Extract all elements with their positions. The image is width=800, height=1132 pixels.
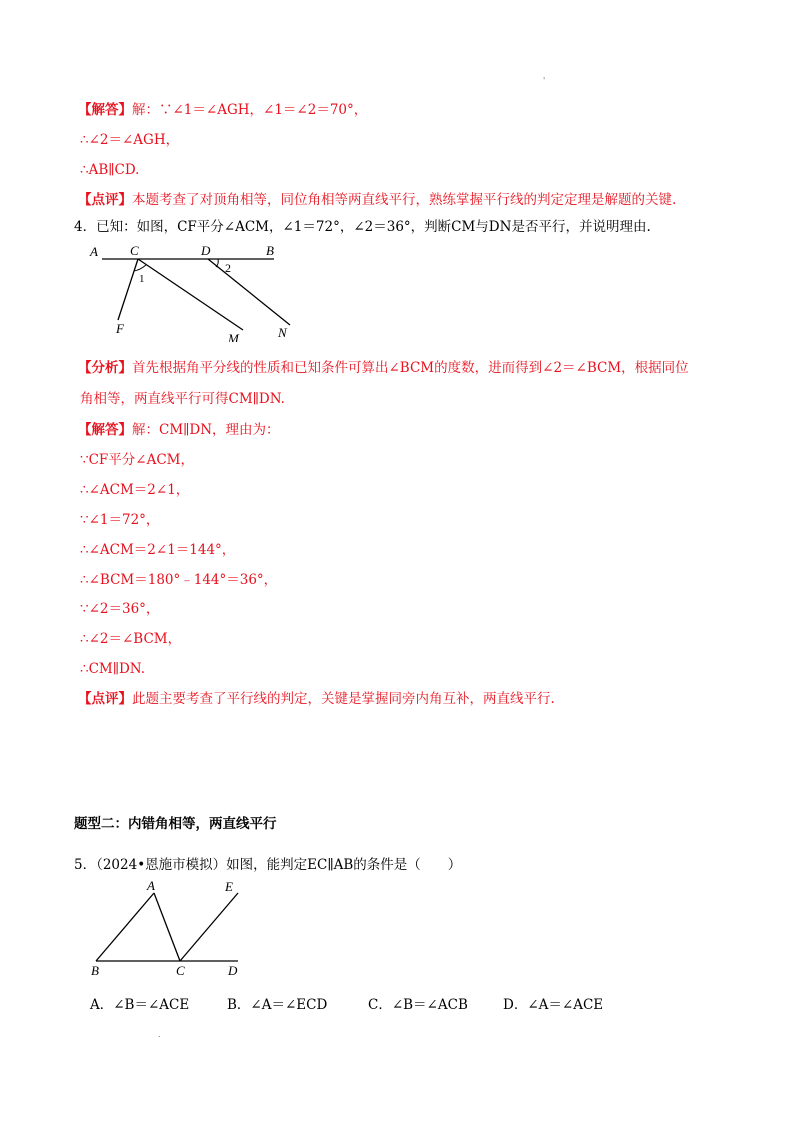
label-c: C xyxy=(176,963,185,978)
q5-option-c[interactable]: C．∠B＝∠ACB xyxy=(368,997,468,1013)
top-mark: ' xyxy=(543,76,546,85)
comment-text: 此题主要考查了平行线的判定，关键是掌握同旁内角互补，两直线平行. xyxy=(132,691,555,707)
q3-step-3: ∴AB∥CD. xyxy=(80,162,140,178)
q4-step-6: ∵∠2＝36°， xyxy=(80,601,160,617)
q4-step-8: ∴CM∥DN. xyxy=(80,661,146,677)
analysis-text-1: 首先根据角平分线的性质和已知条件可算出∠BCM的度数，进而得到∠2＝∠BCM，根据同位 xyxy=(132,360,689,376)
label-m: M xyxy=(228,331,239,342)
q4-question: 4．已知：如图，CF平分∠ACM，∠1＝72°，∠2＝36°，判断CM与DN是否平行，并说明理由. xyxy=(74,219,651,235)
label-c: C xyxy=(130,243,139,258)
analysis-tag: 【分析】 xyxy=(78,360,132,376)
q4-step-7: ∴∠2＝∠BCM， xyxy=(80,631,182,647)
comment-tag: 【点评】 xyxy=(78,192,132,208)
line-ac xyxy=(154,893,180,961)
section-heading: 题型二：内错角相等，两直线平行 xyxy=(74,816,277,832)
label-d: D xyxy=(201,243,211,258)
label-a: A xyxy=(90,244,98,259)
answer-text: 解：∵∠1＝∠AGH，∠1＝∠2＝70°， xyxy=(132,102,368,118)
q5-question: 5．（2024•恩施市模拟）如图，能判定EC∥AB的条件是（ ） xyxy=(74,857,462,873)
q4-analysis-line-1 xyxy=(78,359,689,377)
label-e: E xyxy=(225,879,233,894)
line-cf xyxy=(118,259,138,320)
q4-step-2: ∴∠ACM＝2∠1， xyxy=(80,482,190,498)
q3-step-2: ∴∠2＝∠AGH， xyxy=(80,132,180,148)
q3-answer-line xyxy=(78,101,367,119)
q5-option-d[interactable]: D．∠A＝∠ACE xyxy=(503,997,604,1013)
comment-text: 本题考查了对顶角相等，同位角相等两直线平行，熟练掌握平行线的判定定理是解题的关键. xyxy=(132,192,677,208)
answer-tag: 【解答】 xyxy=(78,422,132,438)
label-2: 2 xyxy=(225,261,231,275)
q4-figure xyxy=(88,242,308,342)
q4-analysis-line-2: 角相等，两直线平行可得CM∥DN. xyxy=(80,391,285,407)
q3-comment-line xyxy=(78,191,676,209)
answer-text: 解：CM∥DN，理由为： xyxy=(132,422,280,438)
q4-step-3: ∵∠1＝72°， xyxy=(80,512,160,528)
q4-step-5: ∴∠BCM＝180°﹣144°＝36°， xyxy=(80,572,278,588)
q4-step-4: ∴∠ACM＝2∠1＝144°， xyxy=(80,542,236,558)
label-1: 1 xyxy=(139,273,145,285)
q4-comment-line xyxy=(78,690,555,708)
label-d: D xyxy=(228,963,238,978)
label-b: B xyxy=(91,963,99,978)
label-b: B xyxy=(266,243,274,258)
label-a: A xyxy=(147,878,155,893)
label-f: F xyxy=(116,321,124,336)
q5-option-b[interactable]: B．∠A＝∠ECD xyxy=(227,997,328,1013)
comment-tag: 【点评】 xyxy=(78,691,132,707)
q5-figure xyxy=(88,878,248,978)
line-ba xyxy=(96,893,154,961)
line-ce xyxy=(180,893,238,961)
q4-answer-line xyxy=(78,421,280,439)
answer-tag: 【解答】 xyxy=(78,102,132,118)
label-n: N xyxy=(278,325,287,340)
q4-step-1: ∵CF平分∠ACM， xyxy=(80,452,194,468)
bottom-mark: . xyxy=(158,1030,161,1039)
q5-option-a[interactable]: A．∠B＝∠ACE xyxy=(90,997,190,1013)
